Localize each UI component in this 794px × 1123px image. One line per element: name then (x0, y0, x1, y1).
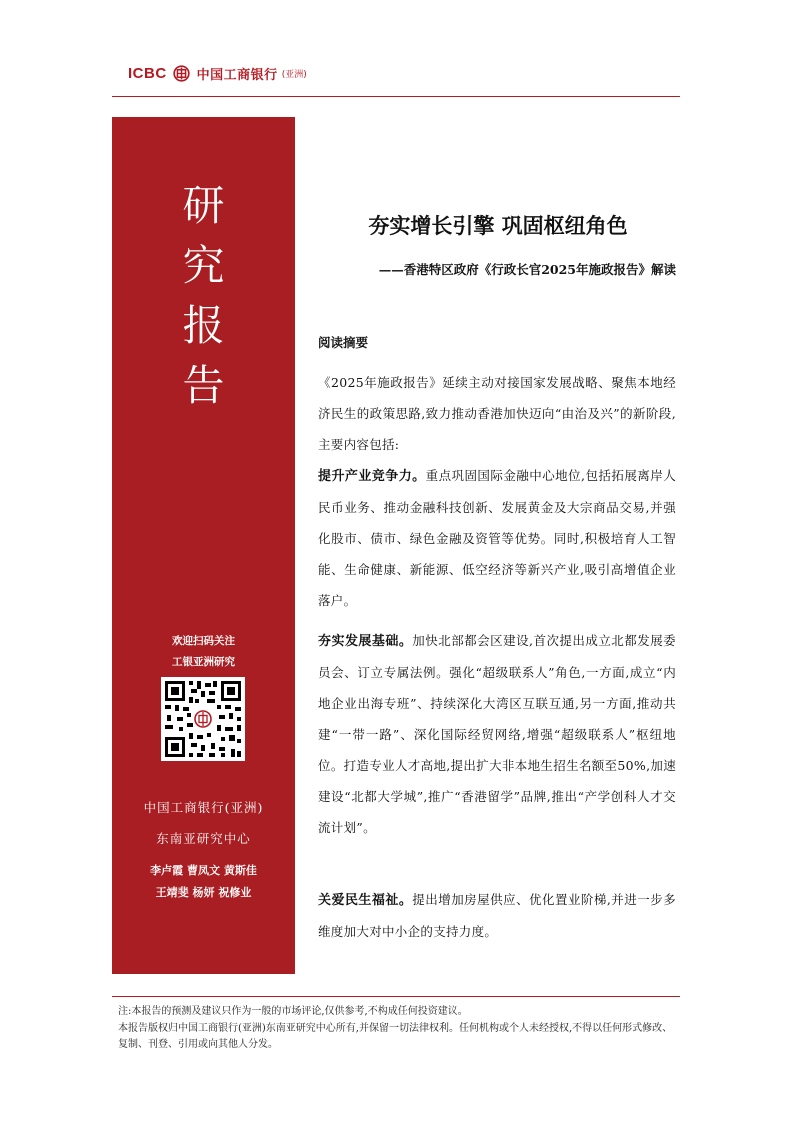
disclaimer-note: 注:本报告的预测及建议只作为一般的市场评论,仅供参考,不构成任何投资建议。 (118, 1006, 468, 1017)
abstract-intro (318, 367, 676, 616)
section-lead: 夯实发展基础。 (318, 634, 413, 649)
research-center-name: 东南亚研究中心 (156, 831, 251, 846)
authors-line2: 王靖斐 杨妍 祝修业 (155, 886, 252, 899)
section-lead: 关爱民生福祉。 (318, 893, 413, 908)
sidebar-title-char: 报 (182, 301, 225, 350)
sidebar-title-char: 究 (182, 241, 225, 290)
icbc-seal-icon (173, 65, 190, 82)
section-body: 加快北部都会区建设,首次提出成立北都发展委员会、订立专属法例。强化“超级联系人”角色,一方面,成立“内地企业出海专班”、持续深化大湾区互联互通,另一方面,推动共建“一带一路”、深化国际经贸网络,增强“超级联系人”枢纽地位。打造专业人才高地,提出扩大非本地生招生名额至50%,加速建设“北都大学城”,推广“香港留学”品牌,推出“产学创科人才交流计划”。 (318, 633, 676, 835)
abstract-section (318, 625, 676, 843)
brand-header (128, 62, 307, 84)
qr-caption-line1: 欢迎扫码关注 (172, 635, 235, 647)
header-divider (112, 96, 680, 97)
sidebar-title-char: 研 (182, 181, 225, 230)
section-lead: 提升产业竞争力。 (318, 469, 426, 484)
report-subtitle: ——香港特区政府《行政长官2025年施政报告》解读 (378, 262, 676, 277)
qr-code-icon[interactable] (161, 677, 245, 761)
section-body: 提出增加房屋供应、优化置业阶梯,并进一步多维度加大对中小企的支持力度。 (318, 892, 676, 939)
qr-caption-line2: 工银亚洲研究 (172, 656, 235, 668)
report-sidebar (112, 117, 295, 974)
footer-divider (112, 996, 680, 997)
icbc-logo-text: ICBC (128, 64, 167, 82)
abstract-heading: 阅读摘要 (318, 335, 369, 350)
abstract-section (318, 884, 676, 947)
authors-line1: 李卢霞 曹凤文 黄斯佳 (150, 864, 257, 877)
section-body: 重点巩固国际金融中心地位,包括拓展离岸人民币业务、推动金融科技创新、发展黄金及大宗商品交易,并强化股市、债市、绿色金融及资管等优势。同时,积极培育人工智能、生命健康、新能源、低空经济等新兴产业,吸引高增值企业落户。 (318, 468, 676, 608)
org-name: 中国工商银行(亚洲) (143, 800, 264, 815)
bank-name: 中国工商银行 (196, 67, 278, 83)
bank-region: (亚洲) (281, 69, 307, 80)
report-title: 夯实增长引擎 巩固枢纽角色 (368, 214, 628, 238)
sidebar-title-char: 告 (182, 361, 225, 410)
abstract-intro-text: 《2025年施政报告》延续主动对接国家发展战略、聚焦本地经济民生的政策思路,致力推动香港加快迈向“由治及兴”的新阶段,主要内容包括: (318, 375, 676, 452)
copyright-notice: 本报告版权归中国工商银行(亚洲)东南亚研究中心所有,并保留一切法律权利。任何机构或个人未经授权,不得以任何形式修改、复制、刊登、引用或向其他人分发。 (118, 1023, 673, 1050)
